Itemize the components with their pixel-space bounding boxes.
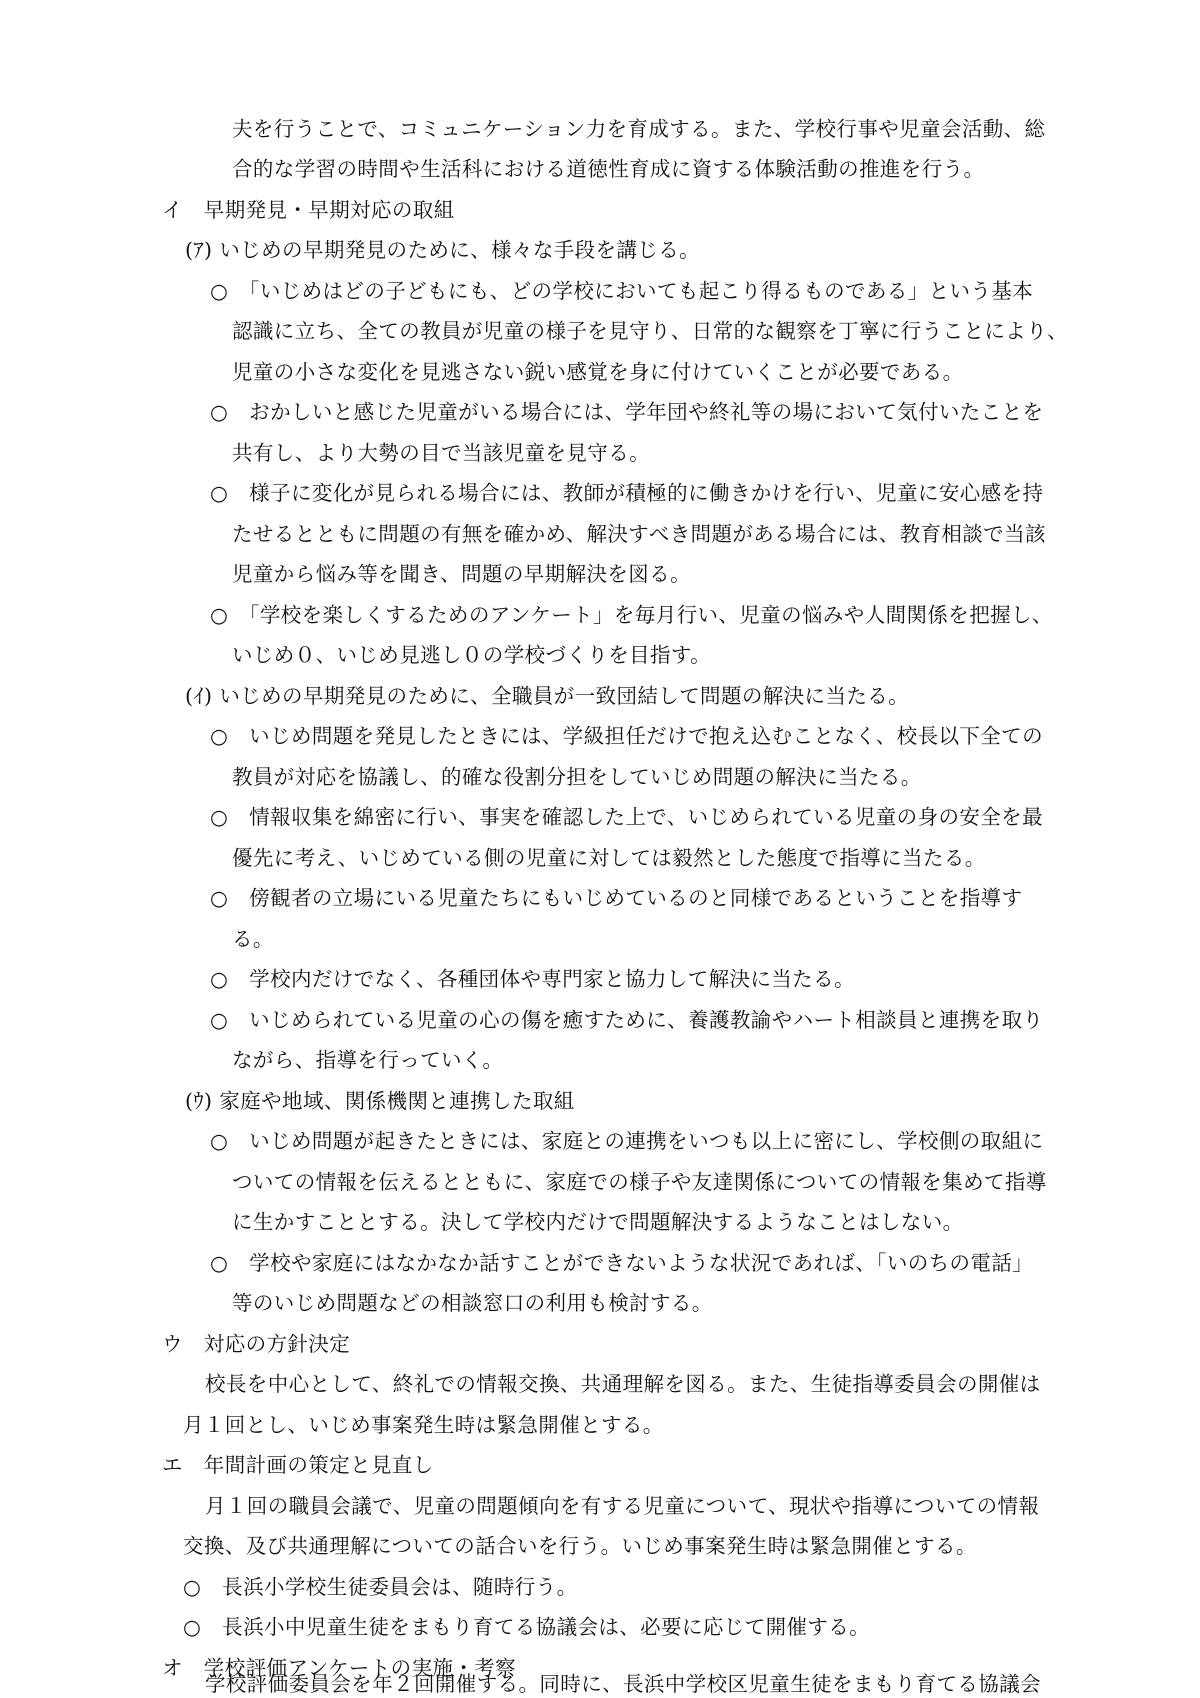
- body-text-line: いじめ０、いじめ見逃し０の学校づくりを目指す。: [232, 643, 712, 667]
- body-text-line: 交換、及び共通理解についての話合いを行う。いじめ事案発生時は緊急開催とする。: [183, 1534, 977, 1558]
- body-text-line: ついての情報を伝えるとともに、家庭での様子や友達関係についての情報を集めて指導: [232, 1170, 1047, 1194]
- bullet-item: ○ 情報収集を綿密に行い、事実を確認した上で、いじめられている児童の身の安全を最: [210, 805, 1043, 829]
- body-text-line: 児童の小さな変化を見逃さない鋭い感覚を身に付けていくことが必要である。: [232, 360, 964, 384]
- section-heading: オ 学校評価アンケートの実施・考察: [162, 1656, 517, 1680]
- body-text-line: 認識に立ち、全ての教員が児童の様子を見守り、日常的な観察を丁寧に行うことにより、: [232, 319, 1068, 343]
- bullet-item: ○ 学校や家庭にはなかなか話すことができないような状況であれば、「いのちの電話」: [210, 1251, 1034, 1275]
- subsection-heading: (ｳ) 家庭や地域、関係機関と連携した取組: [185, 1089, 575, 1113]
- body-text-line: 月１回の職員会議で、児童の問題傾向を有する児童について、現状や指導についての情報: [205, 1494, 1040, 1518]
- body-text-line: 合的な学習の時間や生活科における道徳性育成に資する体験活動の推進を行う。: [232, 157, 985, 181]
- body-text-line: たせるとともに問題の有無を確かめ、解決すべき問題がある場合には、教育相談で当該: [232, 522, 1046, 546]
- body-text-line: 校長を中心として、終礼での情報交換、共通理解を図る。また、生徒指導委員会の開催は: [205, 1372, 1041, 1396]
- bullet-item: ○ 「いじめはどの子どもにも、どの学校においても起こり得るものである」という基本: [210, 279, 1034, 303]
- body-text-line: る。: [232, 927, 274, 951]
- subsection-heading: (ｲ) いじめの早期発見のために、全職員が一致団結して問題の解決に当たる。: [185, 684, 910, 708]
- bullet-item: ○ いじめ問題を発見したときには、学級担任だけで抱え込むことなく、校長以下全ての: [210, 724, 1043, 748]
- body-text-line: に生かすこととする。決して学校内だけで問題解決するようなことはしない。: [232, 1210, 964, 1234]
- body-text-line: 夫を行うことで、コミュニケーション力を育成する。また、学校行事や児童会活動、総: [232, 117, 1046, 141]
- bullet-item: ○ おかしいと感じた児童がいる場合には、学年団や終礼等の場において気付いたことを: [210, 400, 1044, 424]
- section-heading: イ 早期発見・早期対応の取組: [162, 198, 455, 222]
- body-text-line: 月１回とし、いじめ事案発生時は緊急開催とする。: [183, 1413, 664, 1437]
- section-heading: エ 年間計画の策定と見直し: [162, 1453, 434, 1477]
- body-text-line: 教員が対応を協議し、的確な役割分担をしていじめ問題の解決に当たる。: [232, 765, 922, 789]
- bullet-item: ○ 学校内だけでなく、各種団体や専門家と協力して解決に当たる。: [210, 967, 855, 991]
- body-text-line: 学校評価委員会を年２回開催する。同時に、長浜中学校区児童生徒をまもり育てる協議会: [205, 1672, 1041, 1696]
- body-text-line: 優先に考え、いじめている側の児童に対しては毅然とした態度で指導に当たる。: [232, 846, 986, 870]
- subsection-heading: (ｱ) いじめの早期発見のために、様々な手段を講じる。: [185, 238, 701, 262]
- bullet-item: ○ 傍観者の立場にいる児童たちにもいじめているのと同様であるということを指導す: [210, 886, 1023, 910]
- body-text-line: ながら、指導を行っていく。: [232, 1048, 504, 1072]
- body-text-line: 等のいじめ問題などの相談窓口の利用も検討する。: [232, 1291, 713, 1315]
- bullet-item: ○ 様子に変化が見られる場合には、教師が積極的に働きかけを行い、児童に安心感を持: [210, 481, 1044, 505]
- bullet-item: ○ 長浜小学校生徒委員会は、随時行う。: [183, 1575, 578, 1599]
- body-text-line: 共有し、より大勢の目で当該児童を見守る。: [232, 441, 650, 465]
- section-heading: ウ 対応の方針決定: [162, 1332, 351, 1356]
- bullet-item: ○ いじめ問題が起きたときには、家庭との連携をいつも以上に密にし、学校側の取組に: [210, 1129, 1044, 1153]
- bullet-item: ○ 「学校を楽しくするためのアンケート」を毎月行い、児童の悩みや人間関係を把握し、: [210, 603, 1053, 627]
- bullet-item: ○ いじめられている児童の心の傷を癒すために、養護教諭やハート相談員と連携を取り: [210, 1008, 1044, 1032]
- bullet-item: ○ 長浜小中児童生徒をまもり育てる協議会は、必要に応じて開催する。: [183, 1615, 871, 1639]
- body-text-line: 児童から悩み等を聞き、問題の早期解決を図る。: [232, 562, 691, 586]
